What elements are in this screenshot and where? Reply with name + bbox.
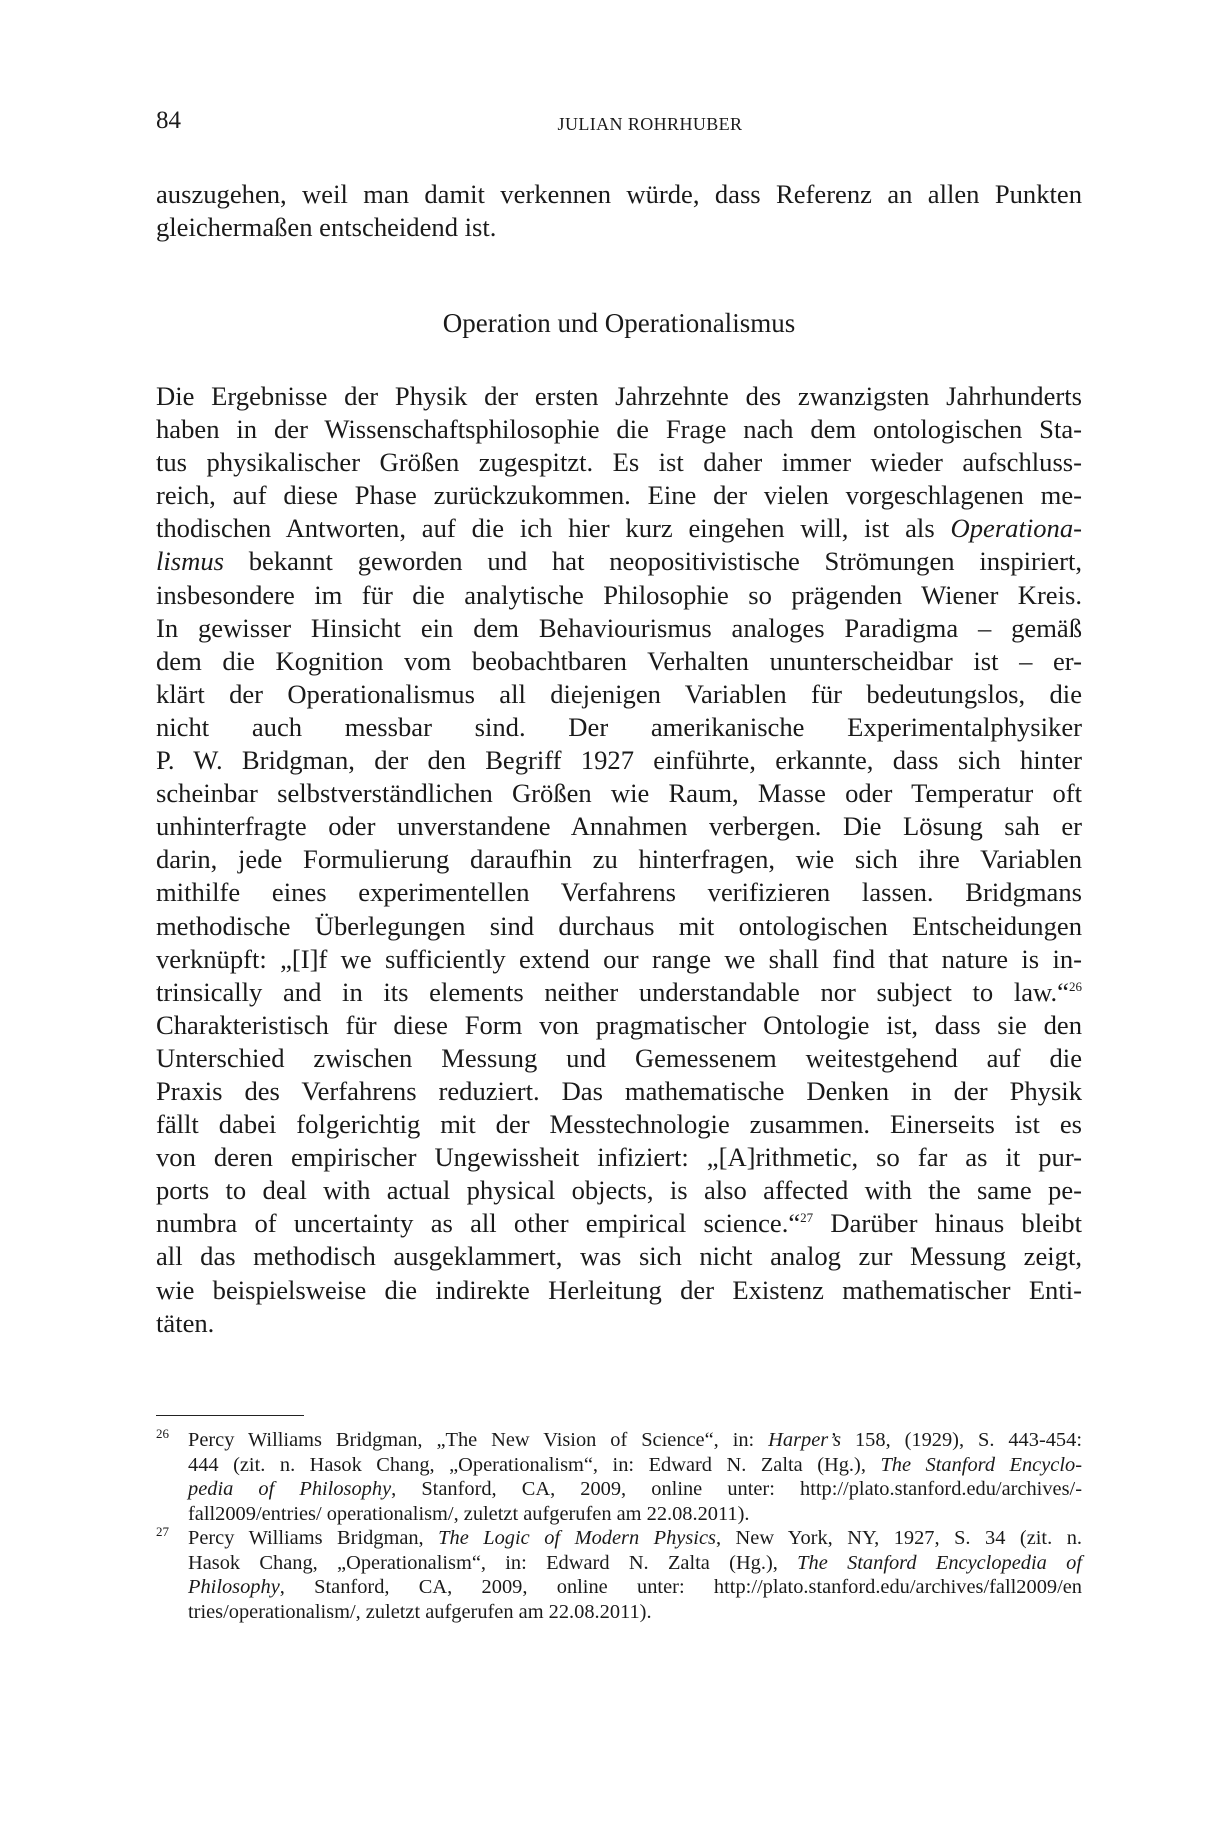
text-line: auszugehen, weil man damit verkennen würde, dass Referenz an allen Punkten	[156, 179, 1082, 209]
text-line: mithilfe eines experimentellen Verfahrens verifizieren lassen. Bridgmans	[156, 877, 1082, 908]
text-run: bekannt geworden und hat neopositivistische Strömungen inspiriert,	[223, 546, 1082, 577]
text-run: 158, (1929), S. 443-454:	[841, 1429, 1082, 1451]
text-line: nicht auch messbar sind. Der amerikanische Experimentalphysiker	[156, 711, 1082, 742]
text-line: gleichermaßen entscheidend ist.	[156, 212, 497, 243]
text-line: Charakteristisch für diese Form von pragmatischer Ontologie ist, dass sie den	[156, 1009, 1082, 1040]
footnote-line	[188, 1551, 1082, 1576]
text-line: von deren empirischer Ungewissheit infiziert: „[A]rithmetic, so far as it pur-	[156, 1142, 1082, 1173]
text-run: Percy Williams Bridgman, „The New Vision of Science“, in:	[188, 1429, 769, 1451]
text-line: wie beispielsweise die indirekte Herleitung der Existenz mathematischer Enti-	[156, 1274, 1082, 1305]
text-run: , Stanford, CA, 2009, online unter: http://plato.stanford.edu/archives/fall2009/en	[279, 1576, 1082, 1598]
emphasis-title: The Stanford Encyclopedia of	[797, 1551, 1082, 1574]
text-line: In gewisser Hinsicht ein dem Behaviourismus analoges Paradigma – gemäß	[156, 612, 1082, 643]
text-line: Praxis des Verfahrens reduziert. Das mathematische Denken in der Physik	[156, 1075, 1082, 1106]
text-line	[156, 545, 1082, 578]
text-run: trinsically and in its elements neither understandable nor subject to law.“	[156, 976, 1069, 1007]
footnote-number: 27	[156, 1524, 169, 1539]
footnote-26	[156, 1428, 1082, 1526]
footnote-number: 26	[156, 1426, 169, 1441]
emphasis-title: Harper’s	[768, 1429, 842, 1451]
footnote-separator	[156, 1415, 304, 1416]
footnote-line	[188, 1477, 1082, 1502]
footnote-line: tries/operationalism/, zuletzt aufgerufen am 22.08.2011).	[188, 1600, 652, 1623]
text-line	[156, 512, 1082, 545]
text-line: haben in der Wissenschaftsphilosophie die Frage nach dem ontologischen Sta-	[156, 414, 1082, 445]
footnote-line	[188, 1428, 1082, 1453]
footnote-line	[188, 1453, 1082, 1478]
text-line: ports to deal with actual physical objects, is also affected with the same pe-	[156, 1175, 1082, 1206]
main-paragraph	[156, 380, 1082, 1340]
text-run: , New York, NY, 1927, S. 34 (zit. n.	[715, 1527, 1082, 1549]
emphasis-term: lismus	[156, 546, 224, 577]
footnote-line	[188, 1575, 1082, 1600]
section-heading: Operation und Operationalismus	[442, 308, 796, 338]
text-line: verknüpft: „[I]f we sufficiently extend our range we shall find that nature is in-	[156, 943, 1082, 974]
emphasis-title: Philosophy	[188, 1576, 280, 1598]
footnote-line	[188, 1526, 1082, 1551]
text-line: Die Ergebnisse der Physik der ersten Jahrzehnte des zwanzigsten Jahrhunderts	[156, 381, 1082, 411]
emphasis-title: pedia of Philosophy	[188, 1478, 392, 1500]
text-line: all das methodisch ausgeklammert, was sich nicht analog zur Messung zeigt,	[156, 1241, 1082, 1272]
text-line: täten.	[156, 1307, 215, 1338]
text-line	[156, 1207, 1082, 1240]
text-run: Hasok Chang, „Operationalism“, in: Edward N. Zalta (Hg.),	[188, 1551, 798, 1574]
emphasis-title: The Stanford Encyclo-	[880, 1453, 1082, 1476]
footnote-line: fall2009/entries/ operationalism/, zuletzt aufgerufen am 22.08.2011).	[188, 1502, 750, 1525]
emphasis-term: Operationa-	[950, 513, 1082, 544]
page-number: 84	[156, 107, 181, 134]
text-line: reich, auf diese Phase zurückzukommen. Eine der vielen vorgeschlagenen me-	[156, 480, 1082, 511]
text-line	[156, 976, 1082, 1009]
text-run: Darüber hinaus bleibt	[813, 1208, 1082, 1239]
footnote-27	[156, 1526, 1082, 1624]
text-line: methodische Überlegungen sind durchaus mit ontologischen Entscheidungen	[156, 910, 1082, 941]
intro-paragraph	[156, 178, 1082, 244]
text-line: darin, jede Formulierung daraufhin zu hinterfragen, wie sich ihre Variablen	[156, 844, 1082, 875]
footnote-ref-27[interactable]: 27	[800, 1210, 814, 1226]
text-line: insbesondere im für die analytische Philosophie so prägenden Wiener Kreis.	[156, 579, 1082, 610]
text-run: 444 (zit. n. Hasok Chang, „Operationalism“, in: Edward N. Zalta (Hg.),	[188, 1453, 881, 1476]
footnotes	[156, 1428, 1082, 1624]
text-line: unhinterfragte oder unverstandene Annahmen verbergen. Die Lösung sah er	[156, 811, 1082, 842]
text-line: fällt dabei folgerichtig mit der Messtechnologie zusammen. Einerseits ist es	[156, 1109, 1082, 1140]
text-run: Percy Williams Bridgman,	[188, 1527, 439, 1549]
text-line: tus physikalischer Größen zugespitzt. Es ist daher immer wieder aufschluss-	[156, 447, 1082, 478]
running-head: JULIAN ROHRHUBER	[557, 114, 743, 134]
emphasis-title: The Logic of Modern Physics	[438, 1527, 716, 1549]
text-line: P. W. Bridgman, der den Begriff 1927 einführte, erkannte, dass sich hinter	[156, 745, 1082, 776]
text-run: thodischen Antworten, auf die ich hier kurz eingehen will, ist als	[156, 513, 951, 544]
text-run: , Stanford, CA, 2009, online unter: http://plato.stanford.edu/archives/-	[391, 1478, 1082, 1500]
text-line: klärt der Operationalismus all diejenigen Variablen für bedeutungslos, die	[156, 678, 1082, 709]
text-run: numbra of uncertainty as all other empirical science.“	[156, 1208, 801, 1239]
text-line: dem die Kognition vom beobachtbaren Verhalten ununterscheidbar ist – er-	[156, 645, 1082, 676]
text-line: scheinbar selbstverständlichen Größen wie Raum, Masse oder Temperatur oft	[156, 778, 1082, 809]
footnote-ref-26[interactable]: 26	[1069, 978, 1082, 994]
text-line: Unterschied zwischen Messung und Gemessenem weitestgehend auf die	[156, 1042, 1082, 1073]
